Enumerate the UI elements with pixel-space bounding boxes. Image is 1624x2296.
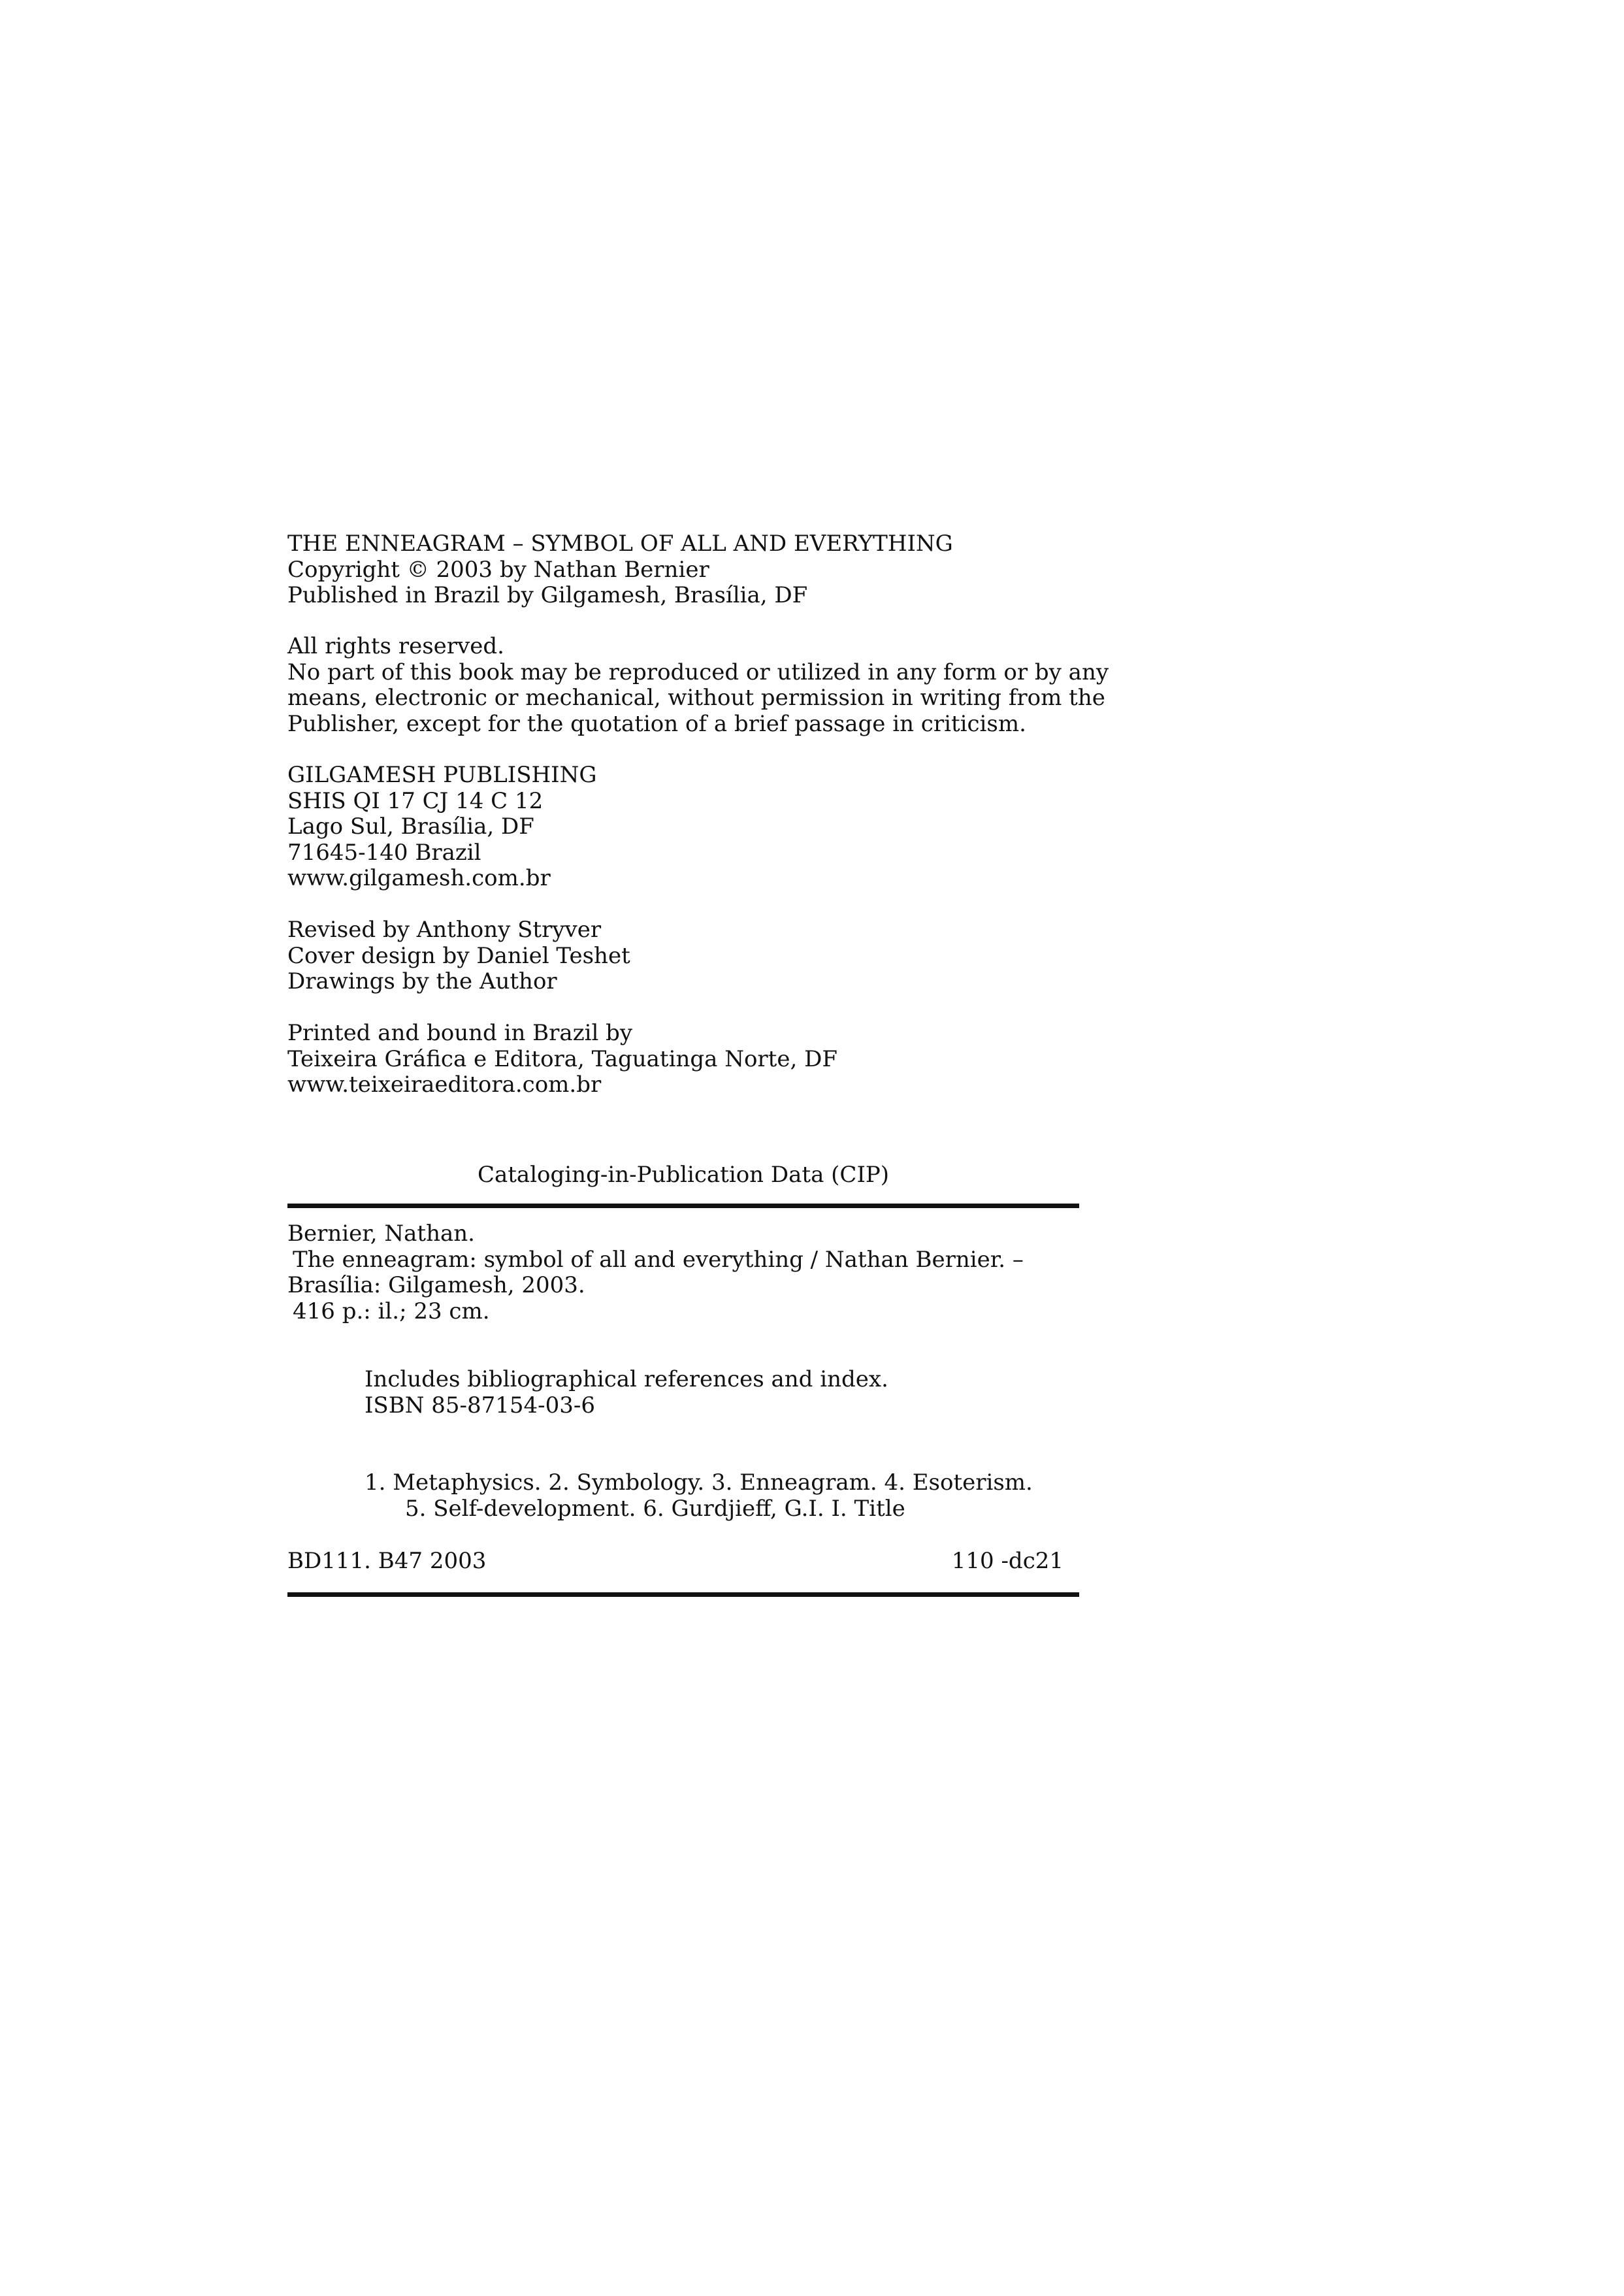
cip-subjects-line: 1. Metaphysics. 2. Symbology. 3. Enneagram. 4. Esoterism. [365,1469,1033,1496]
cip-bottom-rule [287,1592,1079,1597]
rights-text-line: means, electronic or mechanical, without permission in writing from the [287,685,1105,711]
cip-isbn: ISBN 85-87154-03-6 [365,1392,596,1419]
revised-by: Revised by Anthony Stryver [287,917,602,943]
printer-block [287,1021,1084,1098]
publisher-address-line: Lago Sul, Brasília, DF [287,813,534,840]
publisher-name: GILGAMESH PUBLISHING [287,762,597,788]
cip-top-rule [287,1204,1079,1208]
printer-website: www.teixeiraeditora.com.br [287,1072,602,1098]
cip-entry [287,1221,1084,1324]
copyright-line: Copyright © 2003 by Nathan Bernier [287,556,709,583]
publisher-address-line: SHIS QI 17 CJ 14 C 12 [287,787,544,814]
publisher-block [287,763,1084,892]
lc-call-number: BD111. B47 2003 [287,1548,487,1574]
cover-design-by: Cover design by Daniel Teshet [287,942,630,969]
cip-author: Bernier, Nathan. [287,1221,475,1247]
rights-text-line: No part of this book may be reproduced or utilized in any form or by any [287,659,1109,685]
rights-block [287,633,1109,737]
cip-subjects [365,1470,1161,1522]
title-block [287,531,1084,609]
cip-physical-description: 416 p.: il.; 23 cm. [293,1298,490,1324]
cip-classification [287,1548,1064,1574]
printer-name: Teixeira Gráfica e Editora, Taguatinga Norte, DF [287,1045,837,1072]
cip-heading: Cataloging-in-Publication Data (CIP) [477,1162,890,1188]
printed-by: Printed and bound in Brazil by [287,1020,633,1046]
cip-title: The enneagram: symbol of all and everything / Nathan Bernier. – [293,1246,1024,1273]
publisher-website: www.gilgamesh.com.br [287,865,551,891]
publication-line: Published in Brazil by Gilgamesh, Brasília, DF [287,582,808,608]
drawings-by: Drawings by the Author [287,968,557,994]
credits-block [287,917,1084,995]
publisher-postal-code: 71645-140 Brazil [287,839,481,866]
cip-notes [365,1367,1161,1419]
cip-subjects-line: 5. Self-development. 6. Gurdjieff, G.I. I. Title [405,1495,905,1522]
cip-bibliography-note: Includes bibliographical references and index. [365,1366,888,1392]
book-title: THE ENNEAGRAM – SYMBOL OF ALL AND EVERYTHING [287,531,953,557]
cip-imprint: Brasília: Gilgamesh, 2003. [287,1272,585,1298]
rights-text-line: Publisher, except for the quotation of a brief passage in criticism. [287,710,1026,737]
ddc-number: 110 -dc21 [951,1548,1064,1574]
rights-reserved: All rights reserved. [287,633,504,659]
